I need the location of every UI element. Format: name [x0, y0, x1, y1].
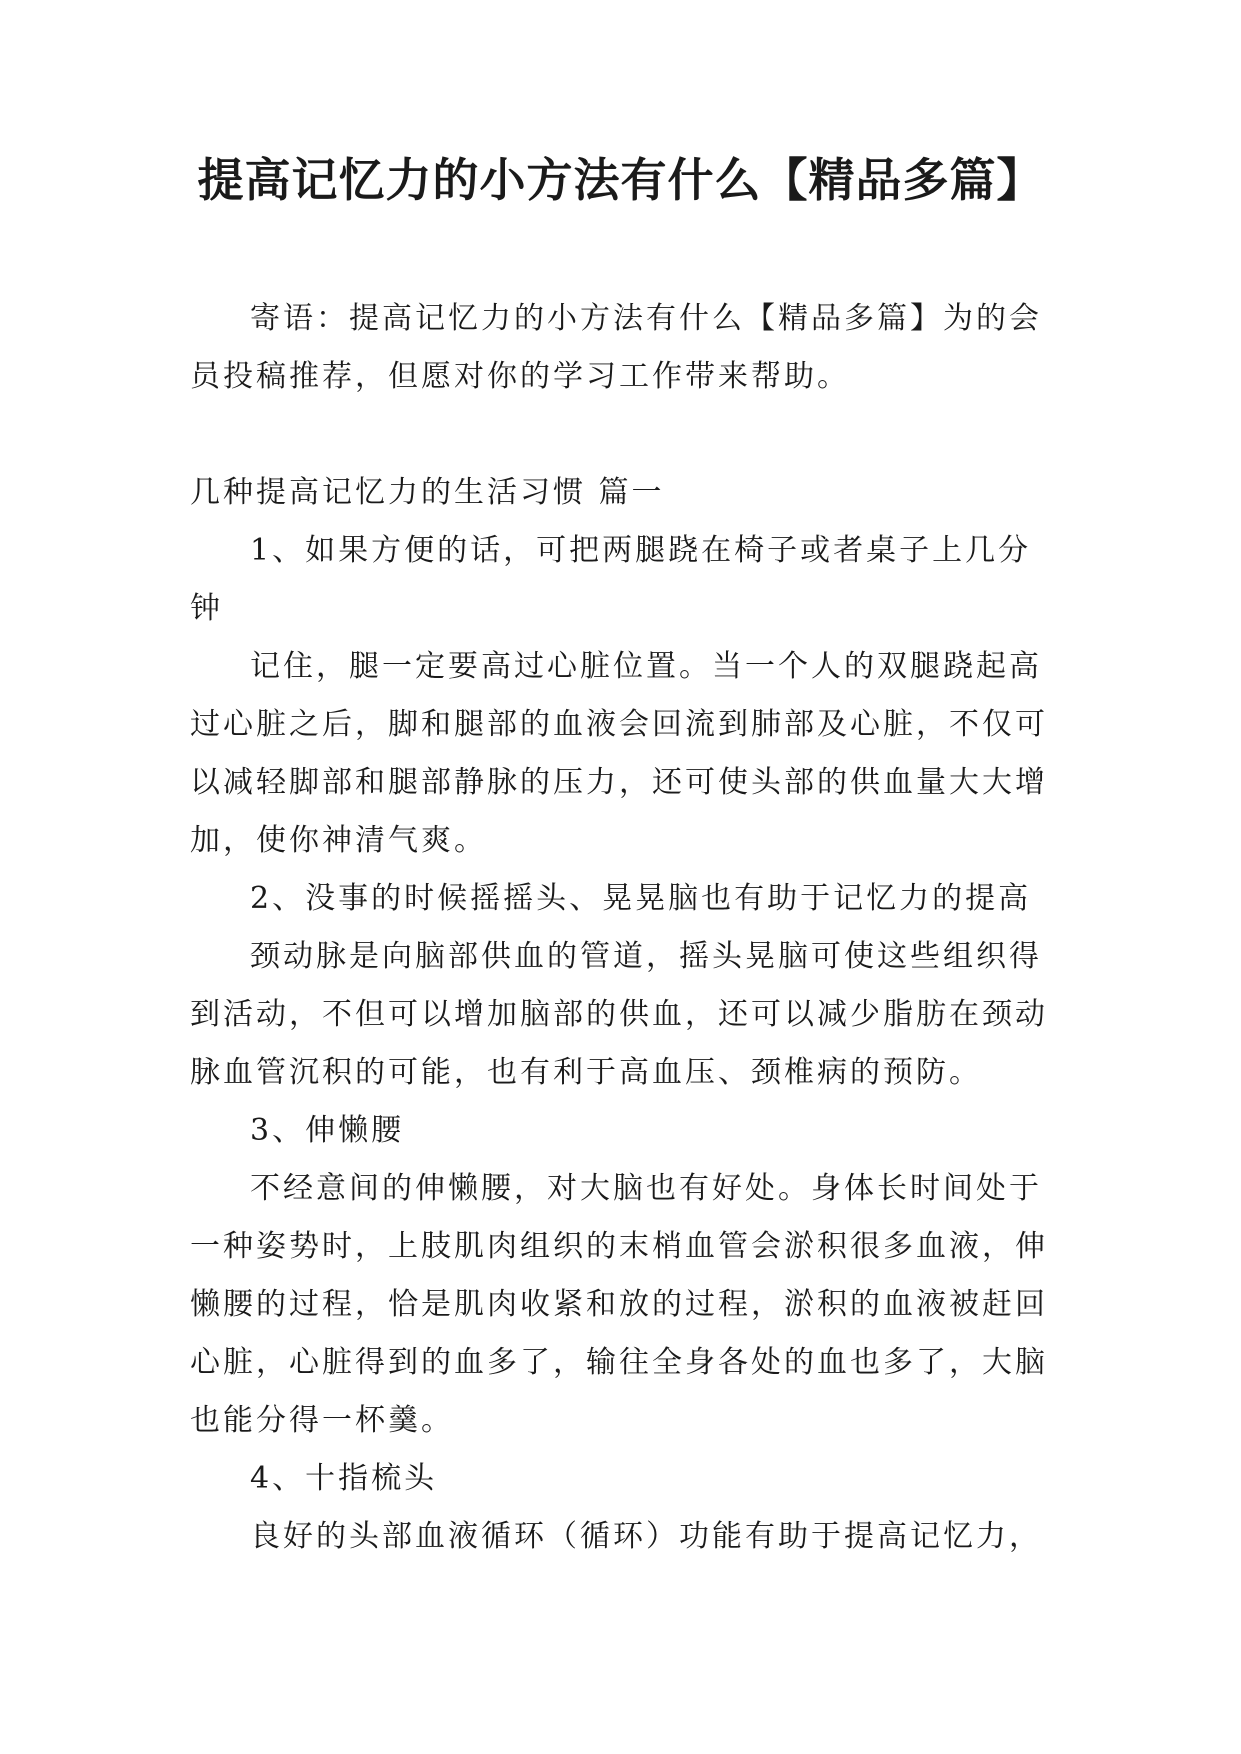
intro-paragraph: 寄语：提高记忆力的小方法有什么【精品多篇】为的会员投稿推荐，但愿对你的学习工作带来帮助。: [190, 301, 1042, 394]
paragraph-item-4-body: 良好的头部血液循环（循环）功能有助于提高记忆力，: [250, 1519, 1042, 1554]
paragraph-item-1-body: 记住，腿一定要高过心脏位置。当一个人的双腿跷起高过心脏之后，脚和腿部的血液会回流到肺部及心脏，不仅可以减轻脚部和腿部静脉的压力，还可使头部的供血量大大增加，使你神清气爽。: [190, 649, 1048, 858]
paragraph-item-3-heading: 3、伸懒腰: [250, 1113, 405, 1148]
paragraph-item-2-body: 颈动脉是向脑部供血的管道，摇头晃脑可使这些组织得到活动，不但可以增加脑部的供血，还可以减少脂肪在颈动脉血管沉积的可能，也有利于高血压、颈椎病的预防。: [190, 939, 1048, 1090]
paragraph-item-2-heading: 2、没事的时候摇摇头、晃晃脑也有助于记忆力的提高: [250, 881, 1032, 916]
paragraph-item-3-body: 不经意间的伸懒腰，对大脑也有好处。身体长时间处于一种姿势时，上肢肌肉组织的末梢血管会淤积很多血液，伸懒腰的过程，恰是肌肉收紧和放的过程，淤积的血液被赶回心脏，心脏得到的血多了，输往全身各处的血也多了，大脑也能分得一杯羹。: [190, 1171, 1048, 1438]
document-title: 提高记忆力的小方法有什么【精品多篇】: [197, 153, 1044, 207]
section-heading: 几种提高记忆力的生活习惯 篇一: [190, 475, 665, 510]
document-body: [190, 290, 1052, 1566]
paragraph-item-4-heading: 4、十指梳头: [250, 1461, 438, 1496]
paragraph-item-1-heading: 1、如果方便的话，可把两腿跷在椅子或者桌子上几分钟: [190, 533, 1032, 626]
